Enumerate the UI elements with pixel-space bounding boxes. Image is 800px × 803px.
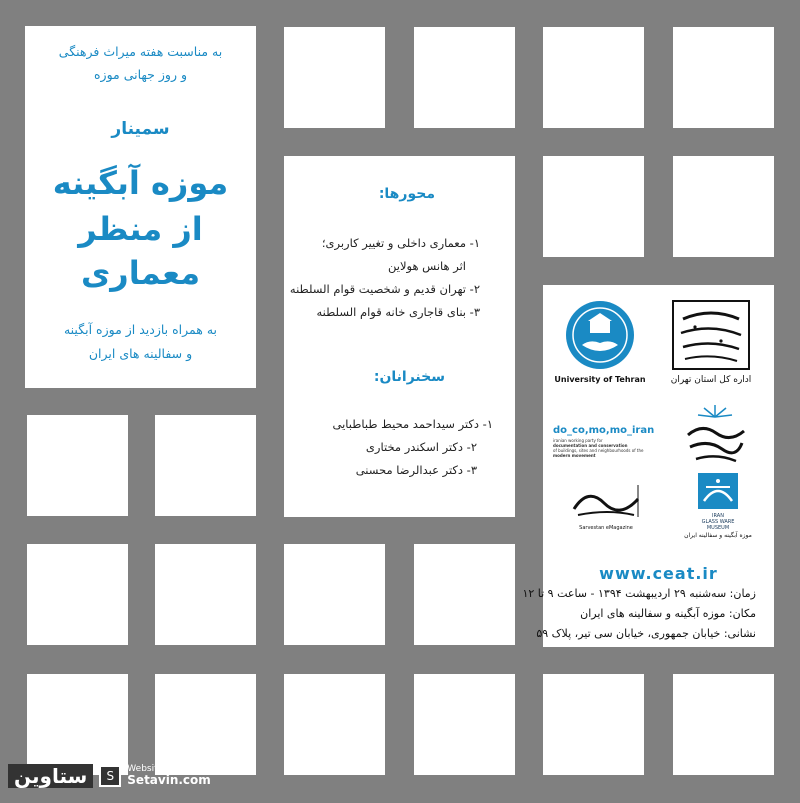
list-item: ۲- تهران قدیم و شخصیت قوام السلطنه [289, 282, 480, 296]
setavin-watermark [8, 764, 211, 788]
docomomo-subtitle-3: of buildings, sites and neighbourhoods of the [553, 448, 644, 453]
university-caption: University of Tehran [554, 375, 646, 384]
sponsors-panel [522, 285, 774, 647]
university-emblem-icon [564, 299, 636, 371]
tile [27, 544, 128, 645]
visit-line-1: به همراه بازدید از موزه آبگینه [63, 322, 218, 337]
visit-line-2: و سفالینه های ایران [88, 346, 193, 361]
museum-caption-2: GLASS WARE [701, 519, 735, 525]
watermark-name: ستاوین [8, 764, 93, 788]
setavin-logo-icon: S [99, 765, 121, 787]
tehran-province-caption: اداره کل استان تهران [670, 375, 752, 385]
heritage-org-emblem-icon [671, 299, 751, 371]
list-item: ۲- دکتر اسکندر مختاری [365, 440, 477, 454]
tile [27, 415, 128, 516]
website-url[interactable]: www.ceat.ir [599, 564, 718, 583]
tile [414, 544, 515, 645]
list-item: ۳- بنای قاجاری خانه قوام السلطنه [316, 305, 480, 319]
university-of-tehran-logo [555, 299, 645, 384]
docomomo-title: do_co,mo,mo_iran [553, 425, 655, 436]
seminar-title-line-1: موزه آبگینه [52, 164, 229, 202]
tile [155, 415, 256, 516]
tile [673, 156, 774, 257]
tile [284, 27, 385, 128]
speakers-heading: سخنرانان: [373, 369, 445, 385]
list-item: ۱- معماری داخلی و تغییر کاربری؛ [321, 236, 480, 250]
watermark-site-url: Setavin.com [127, 773, 211, 787]
list-item: ۱- دکتر سیداحمد محیط طباطبایی [332, 417, 493, 431]
tile [543, 27, 644, 128]
tile [543, 156, 644, 257]
glass-museum-logo [673, 471, 763, 539]
topics-panel [284, 156, 515, 517]
watermark-site [127, 764, 211, 788]
event-place: مکان: موزه آبگینه و سفالینه های ایران [580, 607, 756, 620]
sarvestan-logo [561, 481, 651, 531]
heritage-org-logo [661, 299, 761, 385]
intro-panel [25, 26, 256, 388]
sarvestan-caption: Sarvestan eMagazine [579, 525, 633, 531]
occasion-line-2: و روز جهانی موزه [94, 67, 187, 82]
tile [414, 674, 515, 775]
docomomo-iran-logo [553, 425, 665, 458]
docomomo-subtitle-2: documentation and conservation [553, 443, 628, 448]
list-item: ۳- دکتر عبدالرضا محسنی [355, 463, 477, 477]
speakers-list [332, 413, 493, 482]
glass-museum-emblem-icon [696, 471, 740, 511]
tile [155, 674, 256, 775]
watermark-site-label: Website: [127, 764, 167, 774]
tile [155, 544, 256, 645]
calligraphy-emblem-icon [682, 403, 748, 465]
tile [673, 674, 774, 775]
docomomo-subtitle-4: modern movement [553, 453, 596, 458]
tile [284, 674, 385, 775]
tile [284, 544, 385, 645]
tile [27, 674, 128, 775]
tile [673, 27, 774, 128]
museum-caption-1: IRAN [712, 513, 724, 519]
topics-heading: محورها: [378, 186, 435, 202]
list-item: اثر هانس هولاین [387, 259, 466, 273]
seminar-title-line-2: از منظر معماری [78, 210, 203, 292]
topics-list [290, 232, 480, 324]
docomomo-subtitle-1: iranian working party for [553, 438, 603, 443]
event-time: زمان: سه‌شنبه ۲۹ اردیبهشت ۱۳۹۴ - ساعت ۹ تا ۱۲ [522, 587, 756, 600]
museum-caption-fa: موزه آبگینه و سفالینه ایران [684, 532, 752, 539]
calligraphy-logo [675, 403, 755, 465]
tile [414, 27, 515, 128]
sarvestan-emblem-icon [568, 481, 644, 521]
event-address: نشانی: خیابان جمهوری، خیابان سی تیر، پلاک ۵۹ [536, 627, 756, 640]
occasion-line-1: به مناسبت هفته میراث فرهنگی [58, 44, 223, 59]
tile [543, 674, 644, 775]
seminar-label: سمینار [111, 119, 170, 139]
museum-caption-3: MUSEUM [706, 525, 730, 531]
